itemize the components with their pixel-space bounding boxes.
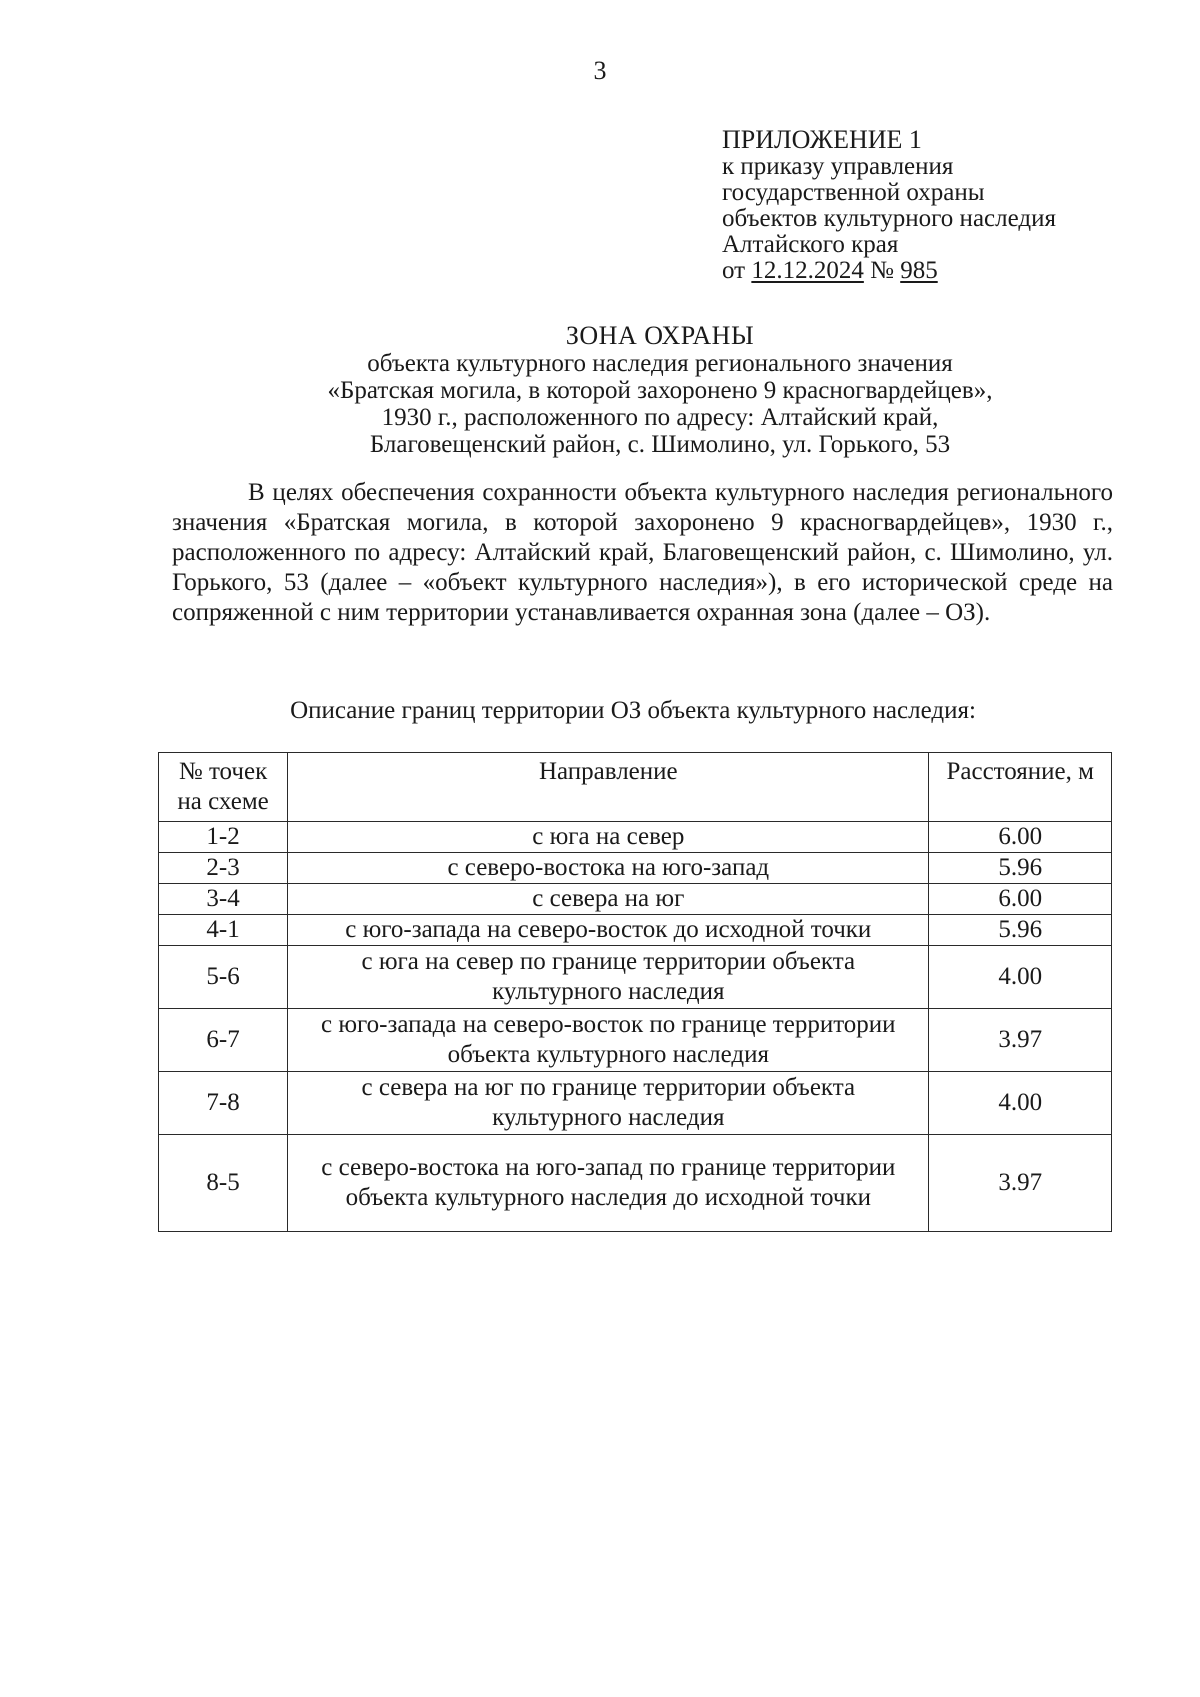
appendix-heading: ПРИЛОЖЕНИЕ 1 <box>722 125 922 154</box>
cell-distance: 6.00 <box>929 822 1112 853</box>
cell-direction: с севера на юг по границе территории объекта культурного наследия <box>288 1072 929 1135</box>
page-number: 3 <box>593 56 607 85</box>
appendix-line: государственной охраны <box>722 179 985 206</box>
table-row <box>159 915 1112 946</box>
appendix-block <box>722 126 1162 284</box>
table-row <box>159 1135 1112 1232</box>
cell-points: 5-6 <box>159 946 288 1009</box>
subtitle-line: Благовещенский район, с. Шимолино, ул. Горького, 53 <box>369 431 951 458</box>
table-header-row <box>159 753 1112 822</box>
document-title: ЗОНА ОХРАНЫ <box>565 321 755 350</box>
header-distance: Расстояние, м <box>929 753 1112 822</box>
table-row <box>159 822 1112 853</box>
appendix-line: объектов культурного наследия <box>722 205 1056 232</box>
subtitle-line: «Братская могила, в которой захоронено 9 красногвардейцев», <box>327 377 993 404</box>
header-direction: Направление <box>288 753 929 822</box>
cell-direction: с юго-запада на северо-восток по границе территории объекта культурного наследия <box>288 1009 929 1072</box>
table-row <box>159 1009 1112 1072</box>
cell-direction: с северо-востока на юго-запад <box>288 853 929 884</box>
cell-direction: с северо-востока на юго-запад по границе территории объекта культурного наследия до исходной точки <box>288 1135 929 1232</box>
table-row <box>159 853 1112 884</box>
body-paragraph: В целях обеспечения сохранности объекта культурного наследия регионального значения «Братская могила, в которой захоронено 9 красногвардейцев», 1930 г., расположенного по адресу: Алтайский край, Благовещенский район, с. Шимолино, ул. Горького, 53 (далее – «объект культурного наследия»), в его исторической среде на сопряженной с ним территории устанавливается охранная зона (далее – ОЗ). <box>172 479 1113 626</box>
cell-distance: 5.96 <box>929 915 1112 946</box>
table-row <box>159 1072 1112 1135</box>
appendix-line: Алтайского края <box>722 231 899 258</box>
date-prefix: от <box>722 257 746 284</box>
subtitle-line: 1930 г., расположенного по адресу: Алтайский край, <box>381 404 939 431</box>
order-number: 985 <box>900 257 938 284</box>
subtitle-line: объекта культурного наследия регионального значения <box>367 350 953 377</box>
cell-distance: 4.00 <box>929 946 1112 1009</box>
header-points: № точек на схеме <box>159 753 288 822</box>
cell-distance: 4.00 <box>929 1072 1112 1135</box>
boundary-table <box>158 752 1112 1232</box>
table-caption: Описание границ территории ОЗ объекта культурного наследия: <box>290 697 976 724</box>
cell-direction: с юго-запада на северо-восток до исходной точки <box>288 915 929 946</box>
document-title-block <box>160 322 1160 458</box>
table-row <box>159 946 1112 1009</box>
appendix-line: к приказу управления <box>722 153 954 180</box>
order-date: 12.12.2024 <box>751 257 864 284</box>
cell-distance: 6.00 <box>929 884 1112 915</box>
cell-points: 7-8 <box>159 1072 288 1135</box>
cell-points: 2-3 <box>159 853 288 884</box>
cell-points: 6-7 <box>159 1009 288 1072</box>
cell-points: 4-1 <box>159 915 288 946</box>
number-prefix: № <box>870 257 894 284</box>
cell-distance: 3.97 <box>929 1135 1112 1232</box>
cell-direction: с юга на север по границе территории объекта культурного наследия <box>288 946 929 1009</box>
cell-distance: 5.96 <box>929 853 1112 884</box>
cell-direction: с севера на юг <box>288 884 929 915</box>
cell-direction: с юга на север <box>288 822 929 853</box>
cell-distance: 3.97 <box>929 1009 1112 1072</box>
cell-points: 8-5 <box>159 1135 288 1232</box>
appendix-date-line <box>722 258 1162 284</box>
table-row <box>159 884 1112 915</box>
cell-points: 1-2 <box>159 822 288 853</box>
cell-points: 3-4 <box>159 884 288 915</box>
